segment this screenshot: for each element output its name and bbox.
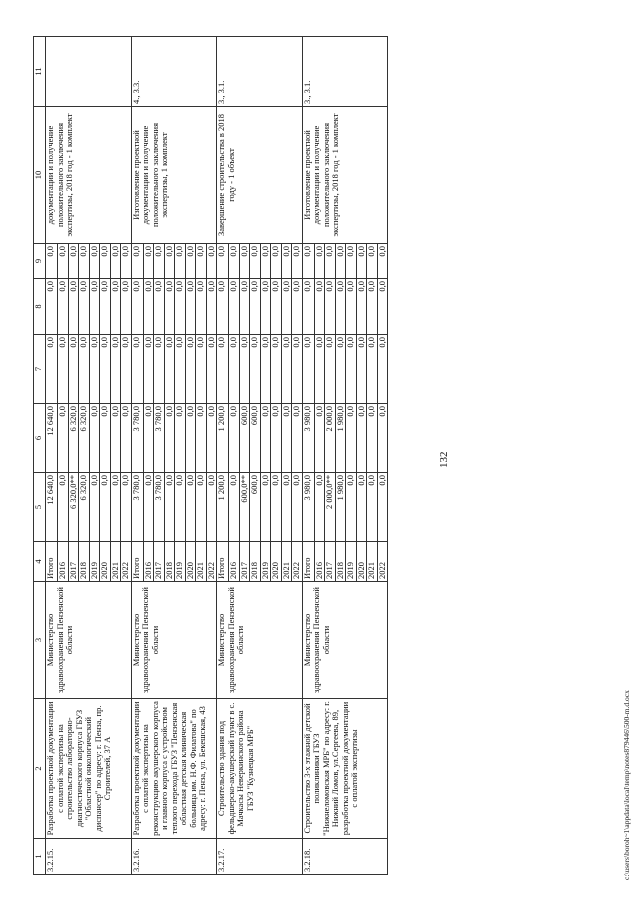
- total-funding-cell: 0,0: [367, 473, 378, 542]
- activity-result: Изготовление проектной документации и получение положительного заключения экспертизы, 1 комплект: [131, 107, 217, 244]
- federal-budget-cell: 0,0: [217, 335, 229, 404]
- year-cell: 2018: [79, 542, 90, 582]
- local-budget-cell: 0,0: [239, 279, 250, 335]
- federal-budget-cell: 0,0: [335, 335, 346, 404]
- local-budget-cell: 0,0: [271, 279, 282, 335]
- year-cell: 2016: [58, 542, 69, 582]
- regional-budget-cell: 0,0: [143, 404, 154, 473]
- local-budget-cell: 0,0: [196, 279, 207, 335]
- local-budget-cell: 0,0: [281, 279, 292, 335]
- year-cell: 2016: [143, 542, 154, 582]
- federal-budget-cell: 0,0: [131, 335, 143, 404]
- activity-number: 3.2.15.: [46, 839, 132, 875]
- activity-name: Разработка проектной документации с оплатой экспертизы на реконструкцию акушерского корпуса и главного корпуса с устройством теплого перехода ГБУЗ "Пензенская областная детская клиническая больница им. Н.Ф. Филатова" по адресу: г. Пенза, ул. Бекешская, 43: [131, 699, 217, 839]
- activity-name: Строительство 3-х этажной детской поликлиники ГБУЗ "Нижнеломовская МРБ" по адресу: г. Нижний Ломов, ул.Сергеева, 89, разработка проектной документации с оплатой экспертизы: [302, 699, 388, 839]
- total-funding-cell: 0,0: [58, 473, 69, 542]
- federal-budget-cell: 0,0: [100, 335, 111, 404]
- regional-budget-cell: 1 200,0: [217, 404, 229, 473]
- col-header: 11: [34, 37, 46, 107]
- local-budget-cell: 0,0: [335, 279, 346, 335]
- col-header: 1: [34, 839, 46, 875]
- year-cell: 2020: [271, 542, 282, 582]
- federal-budget-cell: 0,0: [260, 335, 271, 404]
- total-funding-cell: 0,0: [196, 473, 207, 542]
- year-cell: 2017: [325, 542, 336, 582]
- year-cell: 2021: [367, 542, 378, 582]
- federal-budget-cell: 0,0: [314, 335, 325, 404]
- total-funding-cell: 0,0: [89, 473, 100, 542]
- activity-executor: Министерство здравоохранения Пензенской области: [46, 582, 132, 699]
- activity-name: Разработка проектной документации с оплатой экспертизы на строительство лабораторно-диагностического корпуса ГБУЗ "Областной онкологический диспансер" по адресу: г. Пенза, пр. Строителей, 37 А: [46, 699, 132, 839]
- local-budget-cell: 0,0: [175, 279, 186, 335]
- total-funding-cell: 0,0: [271, 473, 282, 542]
- col-header: 4: [34, 542, 46, 582]
- total-funding-cell: 0,0: [206, 473, 217, 542]
- other-sources-cell: 0,0: [68, 244, 79, 279]
- local-budget-cell: 0,0: [367, 279, 378, 335]
- indicator-link: [46, 37, 132, 107]
- regional-budget-cell: 2 000,0: [325, 404, 336, 473]
- regional-budget-cell: 6 320,0: [68, 404, 79, 473]
- other-sources-cell: 0,0: [229, 244, 240, 279]
- total-funding-cell: 6 320,0: [79, 473, 90, 542]
- total-funding-cell: 0,0: [292, 473, 303, 542]
- regional-budget-cell: 600,0: [250, 404, 261, 473]
- table-row: [302, 37, 314, 875]
- regional-budget-cell: 0,0: [377, 404, 388, 473]
- local-budget-cell: 0,0: [325, 279, 336, 335]
- total-funding-cell: 600,0: [250, 473, 261, 542]
- indicator-link: 3., 3.1.: [217, 37, 303, 107]
- local-budget-cell: 0,0: [164, 279, 175, 335]
- local-budget-cell: 0,0: [143, 279, 154, 335]
- regional-budget-cell: 12 640,0: [46, 404, 58, 473]
- table-body: [46, 37, 388, 875]
- regional-budget-cell: 6 320,0: [79, 404, 90, 473]
- activity-executor: Министерство здравоохранения Пензенской области: [217, 582, 303, 699]
- regional-budget-cell: 0,0: [229, 404, 240, 473]
- year-cell: 2016: [229, 542, 240, 582]
- federal-budget-cell: 0,0: [356, 335, 367, 404]
- local-budget-cell: 0,0: [260, 279, 271, 335]
- local-budget-cell: 0,0: [46, 279, 58, 335]
- regional-budget-cell: 0,0: [110, 404, 121, 473]
- federal-budget-cell: 0,0: [239, 335, 250, 404]
- other-sources-cell: 0,0: [281, 244, 292, 279]
- total-funding-cell: 0,0: [143, 473, 154, 542]
- other-sources-cell: 0,0: [346, 244, 357, 279]
- regional-budget-cell: 0,0: [292, 404, 303, 473]
- regional-budget-cell: 0,0: [314, 404, 325, 473]
- total-funding-cell: 0,0: [100, 473, 111, 542]
- total-funding-cell: 0,0: [260, 473, 271, 542]
- year-cell: 2020: [100, 542, 111, 582]
- total-funding-cell: 0,0: [346, 473, 357, 542]
- other-sources-cell: 0,0: [302, 244, 314, 279]
- other-sources-cell: 0,0: [143, 244, 154, 279]
- local-budget-cell: 0,0: [131, 279, 143, 335]
- regional-budget-cell: 0,0: [271, 404, 282, 473]
- other-sources-cell: 0,0: [185, 244, 196, 279]
- local-budget-cell: 0,0: [121, 279, 132, 335]
- year-cell: Итого: [131, 542, 143, 582]
- indicator-link: 4., 3.3.: [131, 37, 217, 107]
- local-budget-cell: 0,0: [346, 279, 357, 335]
- federal-budget-cell: 0,0: [68, 335, 79, 404]
- regional-budget-cell: 0,0: [346, 404, 357, 473]
- other-sources-cell: 0,0: [239, 244, 250, 279]
- federal-budget-cell: 0,0: [121, 335, 132, 404]
- year-cell: 2021: [281, 542, 292, 582]
- other-sources-cell: 0,0: [325, 244, 336, 279]
- local-budget-cell: 0,0: [100, 279, 111, 335]
- federal-budget-cell: 0,0: [196, 335, 207, 404]
- federal-budget-cell: 0,0: [79, 335, 90, 404]
- regional-budget-cell: 0,0: [281, 404, 292, 473]
- regional-budget-cell: 3 980,0: [302, 404, 314, 473]
- total-funding-cell: 1 980,0: [335, 473, 346, 542]
- regional-budget-cell: 0,0: [196, 404, 207, 473]
- other-sources-cell: 0,0: [292, 244, 303, 279]
- other-sources-cell: 0,0: [131, 244, 143, 279]
- other-sources-cell: 0,0: [100, 244, 111, 279]
- federal-budget-cell: 0,0: [143, 335, 154, 404]
- col-header: 7: [34, 335, 46, 404]
- total-funding-cell: 1 200,0: [217, 473, 229, 542]
- year-cell: 2018: [250, 542, 261, 582]
- year-cell: 2019: [260, 542, 271, 582]
- regional-budget-cell: 0,0: [206, 404, 217, 473]
- federal-budget-cell: 0,0: [271, 335, 282, 404]
- regional-budget-cell: 0,0: [121, 404, 132, 473]
- total-funding-cell: 2 000,0**: [325, 473, 336, 542]
- federal-budget-cell: 0,0: [110, 335, 121, 404]
- local-budget-cell: 0,0: [377, 279, 388, 335]
- col-header: 6: [34, 404, 46, 473]
- other-sources-cell: 0,0: [196, 244, 207, 279]
- col-header: 5: [34, 473, 46, 542]
- other-sources-cell: 0,0: [164, 244, 175, 279]
- year-cell: 2021: [196, 542, 207, 582]
- activity-executor: Министерство здравоохранения Пензенской области: [302, 582, 388, 699]
- other-sources-cell: 0,0: [206, 244, 217, 279]
- year-cell: 2021: [110, 542, 121, 582]
- col-header: 8: [34, 279, 46, 335]
- other-sources-cell: 0,0: [79, 244, 90, 279]
- year-cell: 2018: [335, 542, 346, 582]
- local-budget-cell: 0,0: [250, 279, 261, 335]
- total-funding-cell: 3 780,0: [131, 473, 143, 542]
- year-cell: 2019: [89, 542, 100, 582]
- other-sources-cell: 0,0: [110, 244, 121, 279]
- federal-budget-cell: 0,0: [154, 335, 165, 404]
- federal-budget-cell: 0,0: [229, 335, 240, 404]
- regional-budget-cell: 3 780,0: [131, 404, 143, 473]
- federal-budget-cell: 0,0: [46, 335, 58, 404]
- regional-budget-cell: 0,0: [185, 404, 196, 473]
- regional-budget-cell: 0,0: [89, 404, 100, 473]
- table-row: [217, 37, 229, 875]
- year-cell: Итого: [217, 542, 229, 582]
- total-funding-cell: 0,0: [175, 473, 186, 542]
- regional-budget-cell: 0,0: [164, 404, 175, 473]
- local-budget-cell: 0,0: [110, 279, 121, 335]
- year-cell: Итого: [302, 542, 314, 582]
- activity-name: Строительство здания под фельдшерско-акушерский пункт в с. Мачкасы Неверкинского района ГБУЗ "Кузнецкая МРБ": [217, 699, 303, 839]
- total-funding-cell: 3 980,0: [302, 473, 314, 542]
- federal-budget-cell: 0,0: [377, 335, 388, 404]
- activity-result: Изготовление проектной документации и получение положительного заключения экспертизы, 2018 год - 1 комплект: [302, 107, 388, 244]
- local-budget-cell: 0,0: [229, 279, 240, 335]
- regional-budget-cell: 0,0: [367, 404, 378, 473]
- header-row: [34, 37, 46, 875]
- local-budget-cell: 0,0: [206, 279, 217, 335]
- other-sources-cell: 0,0: [121, 244, 132, 279]
- federal-budget-cell: 0,0: [89, 335, 100, 404]
- other-sources-cell: 0,0: [335, 244, 346, 279]
- other-sources-cell: 0,0: [260, 244, 271, 279]
- federal-budget-cell: 0,0: [302, 335, 314, 404]
- local-budget-cell: 0,0: [154, 279, 165, 335]
- year-cell: 2020: [356, 542, 367, 582]
- total-funding-cell: 3 780,0: [154, 473, 165, 542]
- local-budget-cell: 0,0: [217, 279, 229, 335]
- year-cell: 2017: [154, 542, 165, 582]
- federal-budget-cell: 0,0: [175, 335, 186, 404]
- activity-executor: Министерство здравоохранения Пензенской области: [131, 582, 217, 699]
- total-funding-cell: 0,0: [110, 473, 121, 542]
- regional-budget-cell: 1 980,0: [335, 404, 346, 473]
- federal-budget-cell: 0,0: [367, 335, 378, 404]
- other-sources-cell: 0,0: [89, 244, 100, 279]
- year-cell: 2019: [175, 542, 186, 582]
- local-budget-cell: 0,0: [58, 279, 69, 335]
- year-cell: Итого: [46, 542, 58, 582]
- total-funding-cell: 0,0: [164, 473, 175, 542]
- other-sources-cell: 0,0: [154, 244, 165, 279]
- page-number: 132: [438, 451, 450, 468]
- federal-budget-cell: 0,0: [346, 335, 357, 404]
- activity-number: 3.2.16.: [131, 839, 217, 875]
- table-row: [131, 37, 143, 875]
- other-sources-cell: 0,0: [367, 244, 378, 279]
- year-cell: 2020: [185, 542, 196, 582]
- year-cell: 2022: [292, 542, 303, 582]
- local-budget-cell: 0,0: [89, 279, 100, 335]
- regional-budget-cell: 0,0: [260, 404, 271, 473]
- activity-result: Завершение строительства в 2018 году - 1 объект: [217, 107, 303, 244]
- col-header: 9: [34, 244, 46, 279]
- other-sources-cell: 0,0: [175, 244, 186, 279]
- total-funding-cell: 0,0: [185, 473, 196, 542]
- other-sources-cell: 0,0: [356, 244, 367, 279]
- total-funding-cell: 12 640,0: [46, 473, 58, 542]
- other-sources-cell: 0,0: [250, 244, 261, 279]
- federal-budget-cell: 0,0: [185, 335, 196, 404]
- regional-budget-cell: 0,0: [175, 404, 186, 473]
- federal-budget-cell: 0,0: [164, 335, 175, 404]
- federal-budget-cell: 0,0: [292, 335, 303, 404]
- other-sources-cell: 0,0: [377, 244, 388, 279]
- other-sources-cell: 0,0: [217, 244, 229, 279]
- other-sources-cell: 0,0: [46, 244, 58, 279]
- total-funding-cell: 6 320,0**: [68, 473, 79, 542]
- year-cell: 2017: [239, 542, 250, 582]
- activity-number: 3.2.18.: [302, 839, 388, 875]
- regional-budget-cell: 0,0: [356, 404, 367, 473]
- regional-budget-cell: 3 780,0: [154, 404, 165, 473]
- regional-budget-cell: 0,0: [58, 404, 69, 473]
- other-sources-cell: 0,0: [271, 244, 282, 279]
- file-path-footer: c:\users\boroh~1\appdata\local\temp\notes879446\500-m.d.ocx: [622, 690, 631, 880]
- other-sources-cell: 0,0: [58, 244, 69, 279]
- table-row: [46, 37, 58, 875]
- total-funding-cell: 0,0: [121, 473, 132, 542]
- col-header: 2: [34, 699, 46, 839]
- regional-budget-cell: 600,0: [239, 404, 250, 473]
- total-funding-cell: 0,0: [377, 473, 388, 542]
- col-header: 3: [34, 582, 46, 699]
- total-funding-cell: 0,0: [314, 473, 325, 542]
- local-budget-cell: 0,0: [292, 279, 303, 335]
- federal-budget-cell: 0,0: [281, 335, 292, 404]
- total-funding-cell: 0,0: [356, 473, 367, 542]
- federal-budget-cell: 0,0: [325, 335, 336, 404]
- year-cell: 2016: [314, 542, 325, 582]
- year-cell: 2019: [346, 542, 357, 582]
- federal-budget-cell: 0,0: [206, 335, 217, 404]
- year-cell: 2018: [164, 542, 175, 582]
- indicator-link: 3., 3.1.: [302, 37, 388, 107]
- year-cell: 2022: [377, 542, 388, 582]
- other-sources-cell: 0,0: [314, 244, 325, 279]
- local-budget-cell: 0,0: [356, 279, 367, 335]
- local-budget-cell: 0,0: [79, 279, 90, 335]
- local-budget-cell: 0,0: [302, 279, 314, 335]
- activity-result: документации и получение положительного заключения экспертизы, 2018 год - 1 комплект: [46, 107, 132, 244]
- federal-budget-cell: 0,0: [250, 335, 261, 404]
- total-funding-cell: 0,0: [281, 473, 292, 542]
- federal-budget-cell: 0,0: [58, 335, 69, 404]
- year-cell: 2017: [68, 542, 79, 582]
- regional-budget-cell: 0,0: [100, 404, 111, 473]
- col-header: 10: [34, 107, 46, 244]
- year-cell: 2022: [121, 542, 132, 582]
- local-budget-cell: 0,0: [68, 279, 79, 335]
- activity-number: 3.2.17.: [217, 839, 303, 875]
- local-budget-cell: 0,0: [314, 279, 325, 335]
- year-cell: 2022: [206, 542, 217, 582]
- total-funding-cell: 0,0: [229, 473, 240, 542]
- local-budget-cell: 0,0: [185, 279, 196, 335]
- program-activities-table: [33, 36, 388, 875]
- total-funding-cell: 600,0**: [239, 473, 250, 542]
